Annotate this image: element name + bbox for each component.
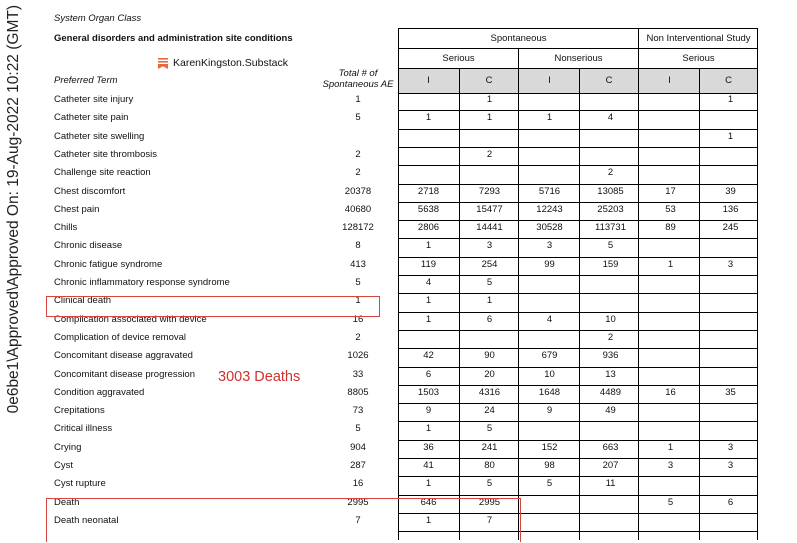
row-cell: 936 [602,350,619,362]
substack-logo-icon [158,58,168,69]
row-term: Complication of device removal [54,331,187,343]
row-cell: 1 [486,295,493,307]
row-term: Catheter site injury [54,94,134,105]
row-term: Chest discomfort [54,185,126,197]
row-cell: 679 [541,350,558,362]
row-cell: 119 [420,258,437,270]
row-total: 20378 [344,185,372,197]
row-cell: 136 [722,203,739,215]
row-cell: 4316 [478,386,501,398]
row-total: 2995 [347,496,369,508]
deaths-annotation: 3003 Deaths [218,369,301,385]
row-cell: 9 [425,405,432,417]
col-nis-c-header: C [725,75,732,86]
row-cell: 207 [602,460,619,471]
row-term: Challenge site reaction [54,167,151,179]
row-cell: 2 [607,167,614,179]
row-cell: 6 [425,368,432,380]
row-cell: 98 [544,460,555,471]
row-cell: 5 [607,240,614,252]
row-total: 8 [355,240,361,252]
row-cell: 25203 [597,203,624,215]
row-cell: 1 [727,94,734,105]
row-cell: 1 [486,112,493,124]
row-total: 5 [355,112,361,124]
row-cell: 36 [423,441,434,453]
row-term: Chronic inflammatory response syndrome [54,277,230,288]
row-total: 2 [355,148,361,160]
row-cell: 6 [727,496,734,508]
row-cell: 24 [484,405,495,417]
row-cell: 5 [667,496,674,508]
row-cell: 30528 [536,222,563,234]
row-cell: 1648 [538,386,561,398]
col-nonserious-i-header: I [548,75,551,86]
row-cell: 1 [425,514,432,526]
row-cell: 2806 [417,222,440,234]
row-cell: 113731 [595,222,626,234]
row-term: Clinical death [54,295,112,307]
row-term: Death [54,496,80,508]
row-cell: 1 [425,478,432,490]
row-term: Concomitant disease progression [54,368,195,380]
row-cell: 17 [665,185,676,197]
row-cell: 254 [481,258,498,270]
row-term: Crying [54,441,82,453]
row-cell: 10 [544,368,555,380]
row-total: 2 [355,331,361,343]
row-cell: 20 [484,368,495,380]
row-cell: 10 [605,313,616,325]
row-cell: 7293 [478,185,501,197]
row-cell: 99 [544,258,555,270]
row-cell: 15477 [476,203,503,215]
death-rows-highlight-box [46,498,521,542]
row-term: Complication associated with device [54,313,207,325]
row-cell: 90 [484,350,495,362]
row-cell: 80 [484,460,495,471]
row-term: Death neonatal [54,514,119,526]
total-header-line1: Total # of [338,68,378,79]
row-cell: 3 [727,460,734,471]
col-serious-i-header: I [427,75,430,86]
row-term: Cyst [54,460,73,471]
row-cell: 1 [425,423,432,435]
soc-label: System Organ Class [54,13,142,24]
row-term: Cyst rupture [54,478,106,490]
row-cell: 3 [546,240,553,252]
row-cell: 14441 [476,222,503,234]
row-cell: 4 [607,112,614,124]
row-term: Chest pain [54,203,100,215]
row-cell: 3 [486,240,493,252]
row-total: 1 [355,295,361,307]
row-total: 413 [350,258,366,270]
row-term: Chronic fatigue syndrome [54,258,163,270]
row-cell: 646 [420,496,437,508]
row-term: Catheter site swelling [54,130,145,142]
row-cell: 53 [665,203,676,215]
row-cell: 11 [605,478,616,490]
row-cell: 3 [727,258,734,270]
row-cell: 4489 [599,386,622,398]
approval-stamp [2,0,24,542]
row-cell: 1 [425,112,432,124]
row-cell: 1 [425,295,432,307]
row-cell: 241 [481,441,498,453]
row-term: Catheter site thrombosis [54,148,157,160]
row-cell: 5 [486,478,493,490]
row-cell: 9 [546,405,553,417]
row-cell: 89 [665,222,676,234]
row-cell: 16 [665,386,676,398]
row-cell: 5638 [417,203,440,215]
nis-serious-header: Serious [682,53,715,64]
row-cell: 1 [425,313,432,325]
row-term: Chronic disease [54,240,123,252]
clinical-death-highlight-box [46,296,380,317]
row-cell: 1 [486,94,493,105]
row-cell: 3 [727,441,734,453]
row-term: Chills [54,222,78,234]
spontaneous-header: Spontaneous [490,33,547,44]
nonserious-header: Nonserious [554,53,603,64]
row-cell: 152 [541,441,558,453]
row-cell: 4 [425,277,432,288]
row-term: Crepitations [54,405,105,417]
row-total: 1026 [347,350,369,362]
nis-header: Non Interventional Study [646,33,751,44]
row-cell: 7 [486,514,493,526]
row-term: Concomitant disease aggravated [54,350,193,362]
row-total: 16 [352,313,364,325]
total-header [318,68,398,90]
row-cell: 1 [667,258,674,270]
row-cell: 5 [486,423,493,435]
row-term: Critical illness [54,423,113,435]
row-total: 7 [355,514,361,526]
row-cell: 2995 [478,496,501,508]
row-total: 73 [352,405,364,417]
row-total: 1 [355,94,361,105]
row-cell: 3 [667,460,674,471]
row-total: 40680 [344,203,372,215]
row-total: 287 [350,460,366,471]
row-cell: 1 [425,240,432,252]
row-total: 5 [355,277,361,288]
row-cell: 12243 [536,203,563,215]
row-term: Condition aggravated [54,386,145,398]
brand-label: KarenKingston.Substack [173,57,288,69]
row-cell: 6 [486,313,493,325]
row-cell: 1 [727,130,734,142]
row-cell: 13 [605,368,616,380]
row-cell: 13085 [597,185,624,197]
row-cell: 39 [725,185,736,197]
row-total: 33 [352,368,364,380]
serious-header: Serious [442,53,475,64]
row-cell: 2 [607,331,614,343]
total-header-line2: Spontaneous AE [322,79,394,90]
row-total: 16 [352,478,364,490]
row-cell: 159 [602,258,619,270]
row-cell: 1 [667,441,674,453]
row-cell: 1 [546,112,553,124]
brand-watermark [158,57,288,69]
row-cell: 663 [602,441,619,453]
row-cell: 5716 [538,185,561,197]
row-cell: 35 [725,386,736,398]
row-cell: 5 [486,277,493,288]
preferred-term-header: Preferred Term [54,75,118,86]
row-cell: 49 [605,405,616,417]
row-term: Catheter site pain [54,112,129,124]
row-total: 8805 [347,386,369,398]
col-nis-i-header: I [668,75,671,86]
soc-value: General disorders and administration site conditions [54,33,293,44]
row-cell: 42 [423,350,434,362]
row-total: 2 [355,167,361,179]
row-cell: 5 [546,478,553,490]
row-total: 128172 [342,222,374,234]
row-total: 5 [355,423,361,435]
row-cell: 2718 [417,185,440,197]
approval-stamp-text: 0e6be1\Approved\Approved On: 19-Aug-2022 10:22 (GMT) [5,5,22,414]
row-total: 904 [350,441,366,453]
row-cell: 245 [722,222,739,234]
row-cell: 41 [423,460,434,471]
col-nonserious-c-header: C [605,75,613,86]
col-serious-c-header: C [485,75,493,86]
row-cell: 2 [486,148,493,160]
row-cell: 4 [546,313,553,325]
row-cell: 1503 [417,386,440,398]
